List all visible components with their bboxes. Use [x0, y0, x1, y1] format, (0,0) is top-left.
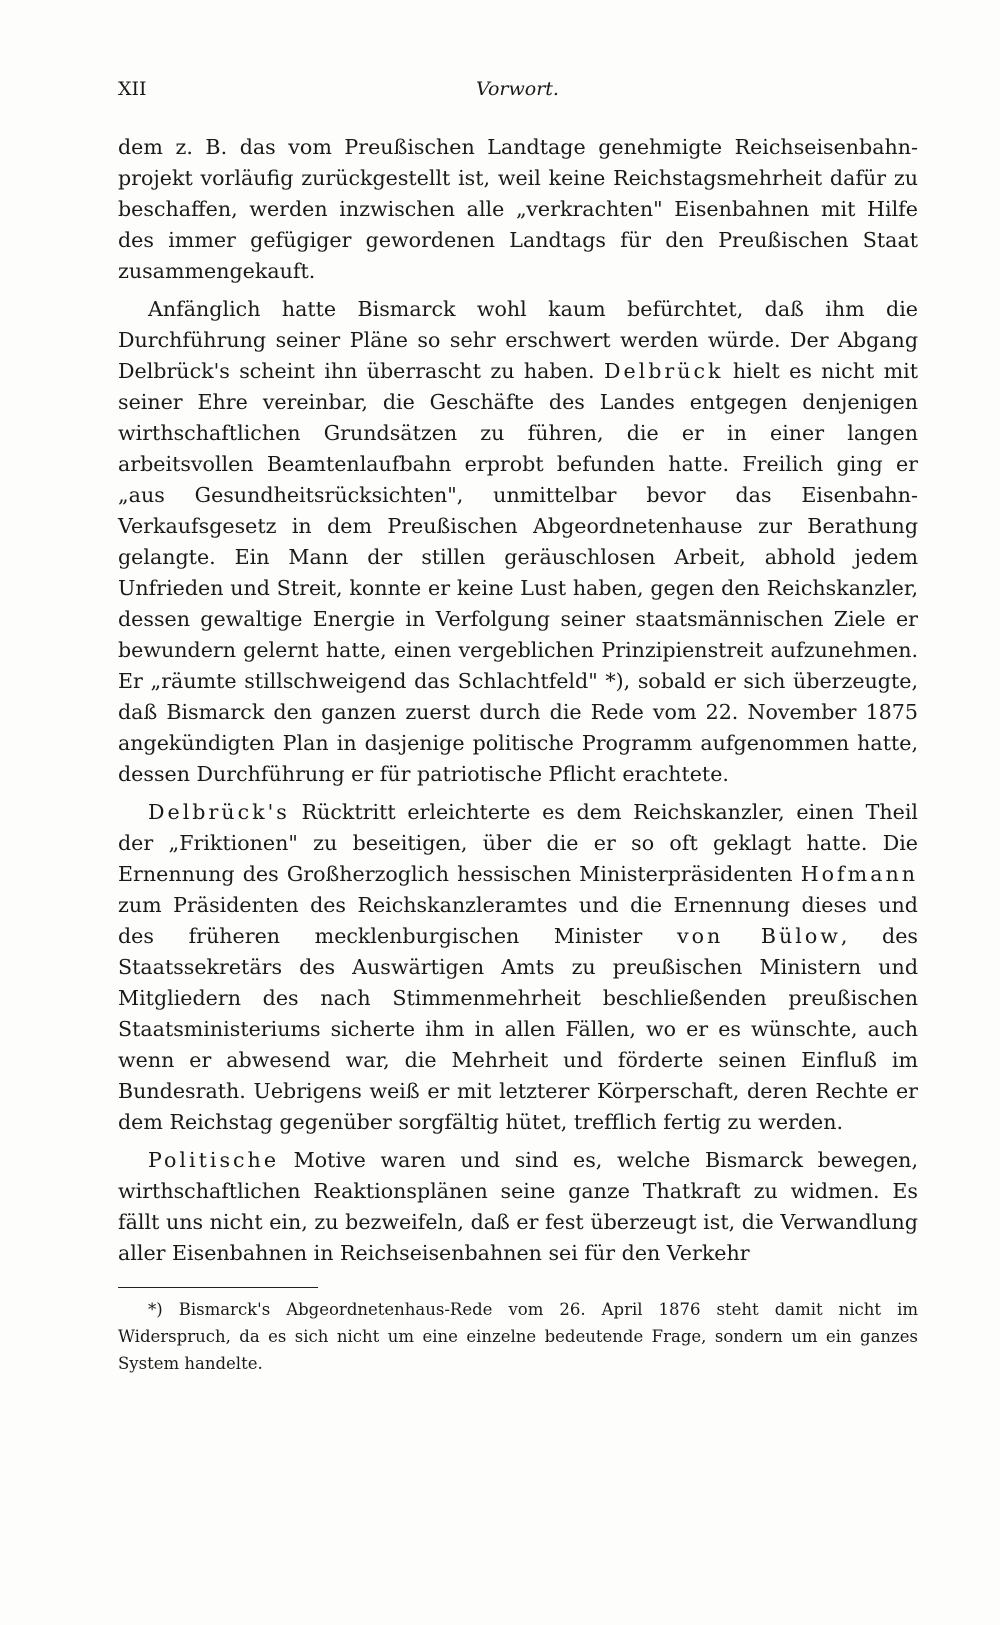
spaced-word-politische: Politische — [148, 1148, 280, 1172]
paragraph-2 — [118, 294, 918, 790]
paragraph-text: Rücktritt erleichterte es dem Reichskanzler, einen Theil der „Friktionen" zu beseitigen, über die er so oft geklagt hatte. Die Ernennung des Großherzoglich hessischen Ministerpräsidenten — [118, 800, 918, 886]
paragraph-4 — [118, 1145, 918, 1269]
paragraph-text: Motive waren und sind es, welche Bismarck bewegen, wirthschaftlichen Reaktionsplänen seine ganze Thatkraft zu widmen. Es fällt uns nicht ein, zu bezweifeln, daß er fest überzeugt ist, die Verwandlung aller Eisenbahnen in Reichseisenbahnen sei für den Verkehr — [118, 1148, 918, 1265]
page-header — [118, 70, 918, 110]
spaced-name-von-buelow: von Bülow — [676, 924, 841, 948]
spaced-name-hofmann: Hofmann — [800, 862, 918, 886]
paragraph-1: dem z. B. das vom Preußischen Landtage genehmigte Reichseisenbahn-projekt vorläufig zurückgestellt ist, weil keine Reichstagsmehrheit dafür zu beschaffen, werden inzwischen alle „verkrachten" Eisenbahnen mit Hilfe des immer gefügiger gewordenen Landtags für den Preußischen Staat zusammengekauft. — [118, 135, 918, 283]
running-head: Vorwort. — [476, 78, 559, 100]
paragraph-3 — [118, 797, 918, 1138]
paragraph-text: hielt es nicht mit seiner Ehre vereinbar, die Geschäfte des Landes entgegen denjenigen wirthschaftlichen Grundsätzen zu führen, die er in einer langen arbeitsvollen Beamtenlaufbahn erprobt befunden hatte. Freilich ging er „aus Gesundheitsrücksichten", unmittelbar bevor das Eisenbahn-Verkaufsgesetz in dem Preußischen Abgeordnetenhause zur Berathung gelangte. Ein Mann der stillen geräuschlosen Arbeit, abhold jedem Unfrieden und Streit, konnte er keine Lust haben, gegen den Reichskanzler, dessen gewaltige Energie in Verfolgung seiner staatsmännischen Ziele er bewundern gelernt hatte, einen vergeblichen Prinzipienstreit aufzunehmen. Er „räumte stillschweigend das Schlachtfeld" *), sobald er sich überzeugte, daß Bismarck den ganzen zuerst durch die Rede vom 22. November 1875 angekündigten Plan in dasjenige politische Programm aufgenommen hatte, dessen Durchführung er für patriotische Pflicht erachtete. — [118, 359, 918, 786]
spaced-name-delbrueck: Delbrück's — [148, 800, 290, 824]
body-text — [118, 132, 918, 1269]
page-number: XII — [118, 78, 147, 100]
paragraph-text: zum Präsidenten des Reichskanzleramtes und die Ernennung dieses und des früheren mecklenburgischen Minister — [118, 893, 918, 948]
footnote: *) Bismarck's Abgeordnetenhaus-Rede vom 26. April 1876 steht damit nicht im Widerspruch, da es sich nicht um eine einzelne bedeutende Frage, sondern um ein ganzes System handelte. — [118, 1300, 918, 1373]
paragraph-text: Anfänglich hatte Bismarck wohl kaum befürchtet, daß ihm die Durchführung seiner Pläne so sehr erschwert werden würde. Der Abgang Delbrück's scheint ihn überrascht zu haben. — [118, 297, 918, 383]
paragraph-text: , des Staatssekretärs des Auswärtigen Amts zu preußischen Ministern und Mitgliedern des nach Stimmenmehrheit beschließenden preußischen Staatsministeriums sicherte ihm in allen Fällen, wo er es wünschte, auch wenn er abwesend war, die Mehrheit und förderte seinen Einfluß im Bundesrath. Uebrigens weiß er mit letzterer Körperschaft, deren Rechte er dem Reichstag gegenüber sorgfältig hütet, trefflich fertig zu werden. — [118, 924, 918, 1134]
page — [118, 70, 918, 1377]
spaced-name-delbrueck: Delbrück — [603, 359, 724, 383]
footnote-rule — [118, 1287, 318, 1288]
